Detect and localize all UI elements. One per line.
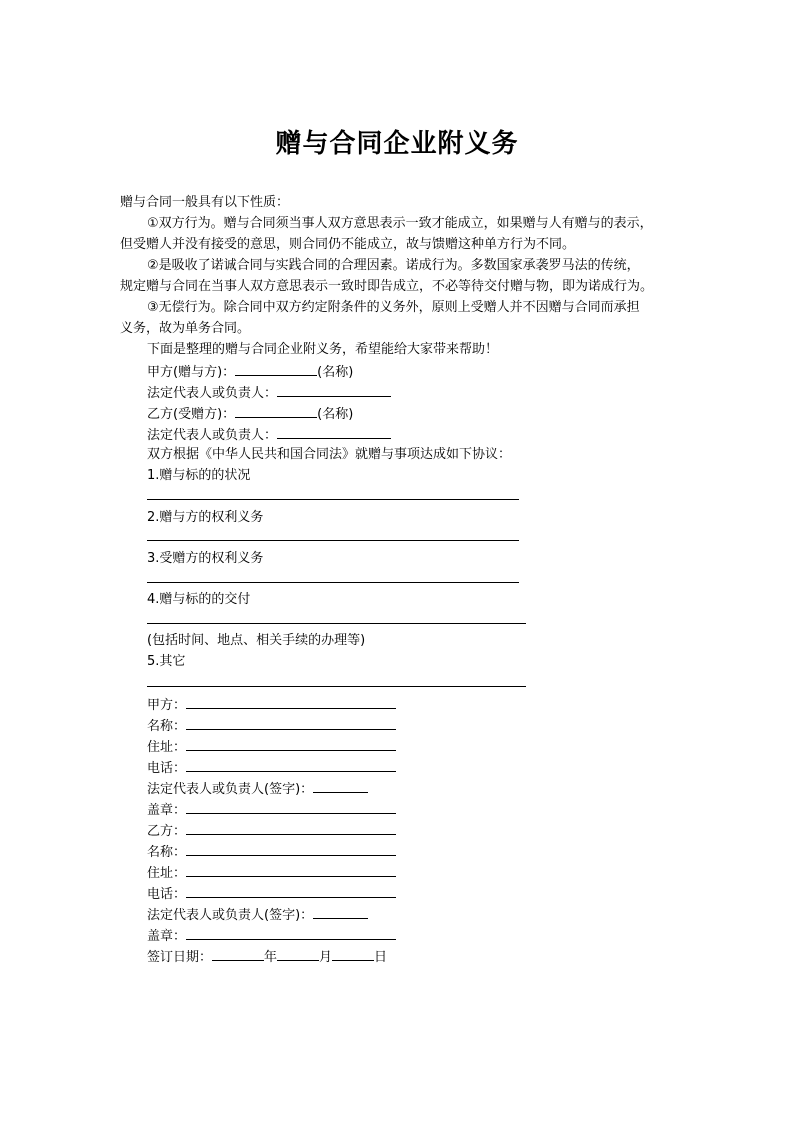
clause-3: 3.受赠方的权利义务	[147, 551, 264, 566]
party-b-line	[147, 403, 353, 425]
sig-party-b-blank[interactable]	[186, 820, 396, 835]
sig-b-phone-line	[147, 883, 396, 905]
paragraph-1-line-1: ①双方行为。赠与合同须当事人双方意思表示一致才能成立，如果赠与人有赠与的表示，	[147, 216, 653, 231]
sig-b-name-blank[interactable]	[186, 841, 396, 856]
party-a-rep-line	[147, 382, 391, 404]
paragraph-1-line-2: 但受赠人并没有接受的意思，则合同仍不能成立，故与馈赠这种单方行为不同。	[120, 237, 576, 252]
sig-b-rep-line	[147, 904, 368, 926]
sig-b-address-line	[147, 862, 396, 884]
paragraph-3-line-2: 义务，故为单务合同。	[120, 321, 251, 336]
clause-3-blank[interactable]	[147, 582, 519, 583]
sig-a-address-blank[interactable]	[186, 736, 396, 751]
party-b-label: 乙方(受赠方)：	[147, 407, 236, 422]
day-label: 日	[374, 950, 388, 965]
party-b-rep-line	[147, 424, 391, 446]
sig-a-phone-line	[147, 757, 396, 779]
paragraph-4: 下面是整理的赠与合同企业附义务，希望能给大家带来帮助！	[147, 342, 499, 357]
phone-label: 电话：	[147, 761, 187, 776]
clause-2-blank[interactable]	[147, 540, 519, 541]
sig-b-rep-blank[interactable]	[313, 904, 368, 919]
day-blank[interactable]	[332, 946, 374, 961]
sig-a-seal-line	[147, 799, 396, 821]
party-b-blank[interactable]	[235, 403, 317, 418]
party-a-blank[interactable]	[235, 361, 317, 376]
party-b-rep-blank[interactable]	[277, 424, 391, 439]
sig-party-b-label: 乙方：	[147, 824, 187, 839]
name-hint: (名称)	[317, 407, 354, 422]
party-a-line	[147, 361, 353, 383]
paragraph-2-line-1: ②是吸收了诺诚合同与实践合同的合理因素。诺成行为。多数国家承袭罗马法的传统，	[147, 258, 640, 273]
month-label: 月	[319, 950, 333, 965]
name-label: 名称：	[147, 719, 187, 734]
sig-b-address-blank[interactable]	[186, 862, 396, 877]
rep-label: 法定代表人或负责人：	[147, 386, 278, 401]
clause-4-note: (包括时间、地点、相关手续的办理等)	[147, 633, 366, 648]
sig-party-a-line	[147, 694, 396, 716]
sig-a-name-line	[147, 715, 396, 737]
name-hint: (名称)	[317, 365, 354, 380]
paragraph-2-line-2: 规定赠与合同在当事人双方意思表示一致时即告成立，不必等待交付赠与物，即为诺成行为。	[120, 279, 654, 294]
sig-a-rep-line	[147, 778, 368, 800]
rep-sign-label: 法定代表人或负责人(签字)：	[147, 908, 314, 923]
clause-2: 2.赠与方的权利义务	[147, 510, 264, 525]
sig-party-a-blank[interactable]	[186, 694, 396, 709]
clause-5: 5.其它	[147, 654, 186, 669]
clause-1-blank[interactable]	[147, 499, 519, 500]
address-label: 住址：	[147, 740, 187, 755]
paragraph-3-line-1: ③无偿行为。除合同中双方约定附条件的义务外，原则上受赠人并不因赠与合同而承担	[147, 300, 640, 315]
seal-label: 盖章：	[147, 803, 187, 818]
sign-date-label: 签订日期：	[147, 950, 213, 965]
address-label: 住址：	[147, 866, 187, 881]
clause-4-blank[interactable]	[147, 623, 526, 624]
agreement-intro: 双方根据《中华人民共和国合同法》就赠与事项达成如下协议：	[147, 447, 512, 462]
rep-sign-label: 法定代表人或负责人(签字)：	[147, 782, 314, 797]
year-label: 年	[264, 950, 278, 965]
intro-heading: 赠与合同一般具有以下性质：	[120, 195, 290, 210]
sig-a-name-blank[interactable]	[186, 715, 396, 730]
year-blank[interactable]	[212, 946, 264, 961]
sig-b-seal-blank[interactable]	[186, 925, 396, 940]
month-blank[interactable]	[277, 946, 319, 961]
clause-4: 4.赠与标的的交付	[147, 592, 251, 607]
party-a-label: 甲方(赠与方)：	[147, 365, 236, 380]
sign-date-line	[147, 946, 387, 968]
sig-a-seal-blank[interactable]	[186, 799, 396, 814]
sig-party-a-label: 甲方：	[147, 698, 187, 713]
sig-a-phone-blank[interactable]	[186, 757, 396, 772]
sig-party-b-line	[147, 820, 396, 842]
sig-b-name-line	[147, 841, 396, 863]
clause-1: 1.赠与标的的状况	[147, 468, 251, 483]
clause-5-blank[interactable]	[147, 686, 526, 687]
party-a-rep-blank[interactable]	[277, 382, 391, 397]
sig-a-address-line	[147, 736, 396, 758]
document-title: 赠与合同企业附义务	[275, 129, 519, 159]
name-label: 名称：	[147, 845, 187, 860]
phone-label: 电话：	[147, 887, 187, 902]
sig-b-phone-blank[interactable]	[186, 883, 396, 898]
sig-b-seal-line	[147, 925, 396, 947]
rep-label: 法定代表人或负责人：	[147, 428, 278, 443]
sig-a-rep-blank[interactable]	[313, 778, 368, 793]
seal-label: 盖章：	[147, 929, 187, 944]
